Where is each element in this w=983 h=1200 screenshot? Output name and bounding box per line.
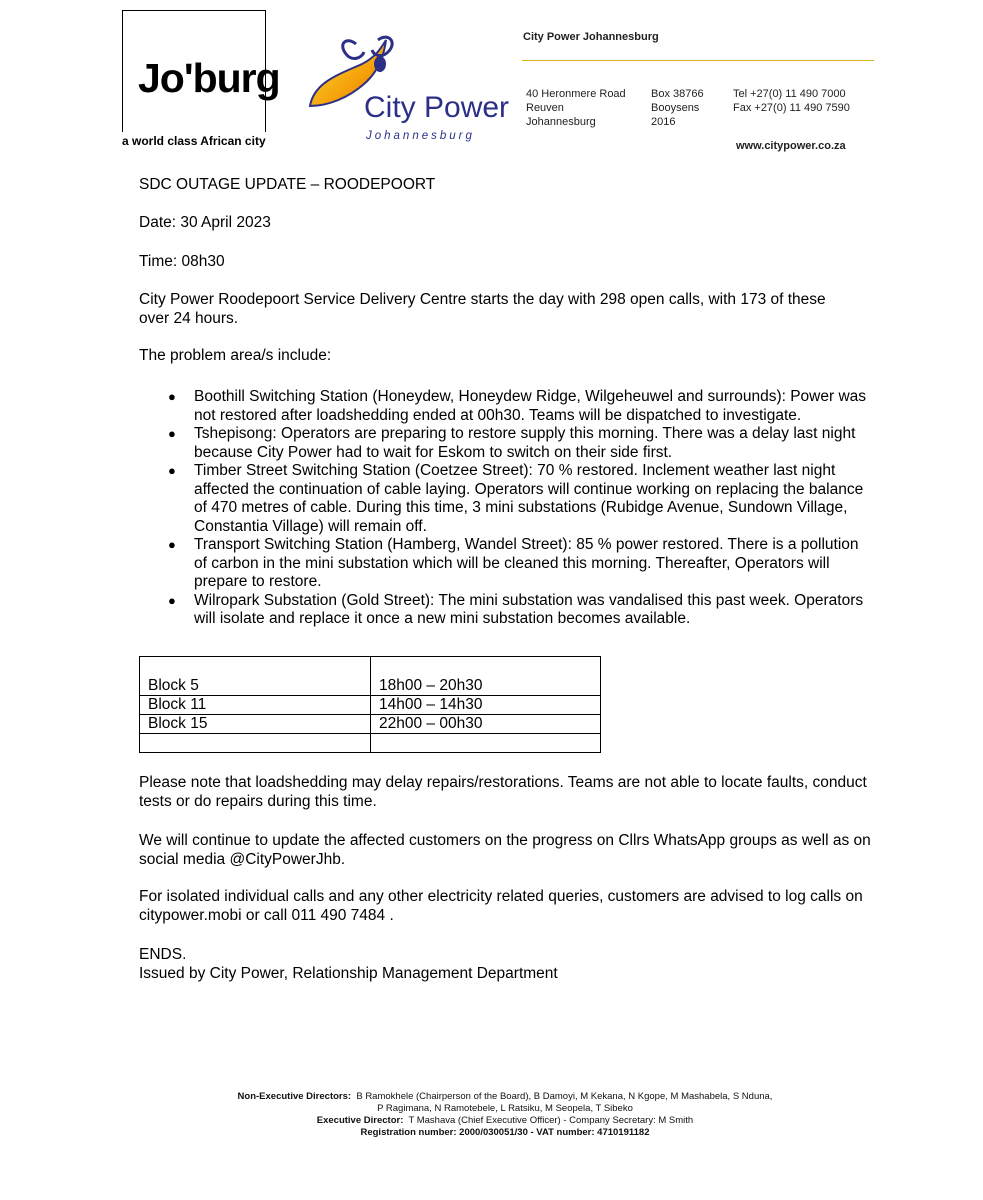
- issue-text: Transport Switching Station (Hamberg, Wandel Street): 85 % power restored. There is a pollution of carbon in the mini substation which will be cleaned this morning. Thereafter, Operators will prepare to restore.: [194, 536, 859, 590]
- time-cell: [371, 734, 601, 753]
- table-row: [140, 657, 601, 696]
- city-power-logo-subtitle: Johannesburg: [366, 130, 475, 142]
- footer-line-4: [150, 1127, 860, 1139]
- problem-heading: The problem area/s include:: [139, 347, 332, 364]
- block-cell: Block 15: [140, 715, 371, 734]
- document-time: Time: 08h30: [139, 253, 225, 270]
- queries-note: For isolated individual calls and any other electricity related queries, customers are advised to log calls on citypower.mobi or call 011 490 7484 .: [139, 888, 863, 924]
- footer-line-3: [150, 1115, 860, 1127]
- document-title: SDC OUTAGE UPDATE – ROODEPOORT: [139, 176, 436, 193]
- time-cell: 22h00 – 00h30: [371, 715, 601, 734]
- updates-note: We will continue to update the affected customers on the progress on Cllrs WhatsApp groups as well as on social media @CityPowerJhb.: [139, 832, 871, 868]
- footer-line-2: P Ragimana, N Ramotebele, L Ratsiku, M Seopela, T Sibeko: [377, 1103, 633, 1114]
- table-row: [140, 715, 601, 734]
- issue-text: Boothill Switching Station (Honeydew, Honeydew Ridge, Wilgeheuwel and surrounds): Power was not restored after loadshedding ended at 00h30. Teams will be dispatched to investigate.: [194, 388, 867, 424]
- document-date: Date: 30 April 2023: [139, 214, 271, 231]
- table-row: [140, 734, 601, 753]
- list-item: [168, 425, 873, 462]
- issue-text: Tshepisong: Operators are preparing to restore supply this morning. There was a delay last night because City Power had to wait for Eskom to switch on their side first.: [194, 425, 856, 461]
- bullet-icon: ●: [168, 463, 176, 478]
- list-item: [168, 462, 873, 536]
- telephone: Tel +27(0) 11 490 7000: [733, 88, 846, 100]
- issue-text: Timber Street Switching Station (Coetzee Street): 70 % restored. Inclement weather last night affected the continuation of cable laying. Operators will continue working on replacing the balance of 470 metres of cable. During this time, 3 mini substations (Rubidge Avenue, Sundown Village, Constantia Village) will remain off.: [194, 462, 864, 535]
- registration-info: Registration number: 2000/030051/30 - VAT number: 4710191182: [360, 1127, 650, 1138]
- joburg-tagline: a world class African city: [122, 134, 266, 148]
- block-cell: Block 5: [140, 657, 371, 696]
- bullet-icon: ●: [168, 592, 176, 608]
- nonexec-names: B Ramokhele (Chairperson of the Board), B Damoyi, M Kekana, N Kgope, M Mashabela, S Nduna,: [356, 1091, 773, 1102]
- postal-line: Booysens: [651, 102, 700, 114]
- block-cell: [140, 734, 371, 753]
- bullet-icon: ●: [168, 426, 176, 441]
- fax: Fax +27(0) 11 490 7590: [733, 102, 850, 114]
- issue-text: Wilropark Substation (Gold Street): The mini substation was vandalised this past week. Operators will isolate and replace it once a new mini substation becomes available.: [194, 591, 864, 627]
- company-name: City Power Johannesburg: [523, 31, 659, 43]
- address-line: Johannesburg: [526, 116, 596, 128]
- time-cell: 18h00 – 20h30: [371, 657, 601, 696]
- postal-line: Box 38766: [651, 88, 704, 100]
- ends-marker: ENDS.: [139, 946, 187, 963]
- address-line: 40 Heronmere Road: [526, 88, 626, 100]
- exec-label: Executive Director:: [316, 1115, 404, 1126]
- bullet-icon: ●: [168, 537, 176, 552]
- time-cell: 14h00 – 14h30: [371, 696, 601, 715]
- postal-address: [651, 87, 704, 129]
- exec-names: T Mashava (Chief Executive Officer) - Company Secretary: M Smith: [408, 1115, 694, 1126]
- nonexec-label: Non-Executive Directors:: [237, 1091, 352, 1102]
- footer: [150, 1091, 860, 1139]
- block-cell: Block 11: [140, 696, 371, 715]
- city-power-logo-text: City Power: [364, 91, 510, 124]
- contact-numbers: [733, 87, 850, 115]
- footer-line-1: [150, 1091, 860, 1103]
- list-item: [168, 536, 873, 592]
- header-divider: [522, 60, 874, 61]
- list-item: [168, 388, 873, 425]
- table-row: [140, 696, 601, 715]
- list-item: [168, 592, 873, 629]
- address-line: Reuven: [526, 102, 564, 114]
- loadshedding-schedule-table: [139, 656, 601, 753]
- joburg-logo-text: Jo'burg: [138, 55, 280, 101]
- bullet-icon: ●: [168, 389, 176, 404]
- intro-paragraph: City Power Roodepoort Service Delivery Centre starts the day with 298 open calls, with 173 of these over 24 hours.: [139, 291, 826, 327]
- street-address: [526, 87, 626, 129]
- postal-line: 2016: [651, 116, 676, 128]
- website-link[interactable]: www.citypower.co.za: [736, 140, 846, 152]
- issued-by: Issued by City Power, Relationship Management Department: [139, 965, 558, 982]
- loadshedding-note: Please note that loadshedding may delay repairs/restorations. Teams are not able to locate faults, conduct tests or do repairs during this time.: [139, 774, 867, 810]
- issue-list: [168, 388, 873, 629]
